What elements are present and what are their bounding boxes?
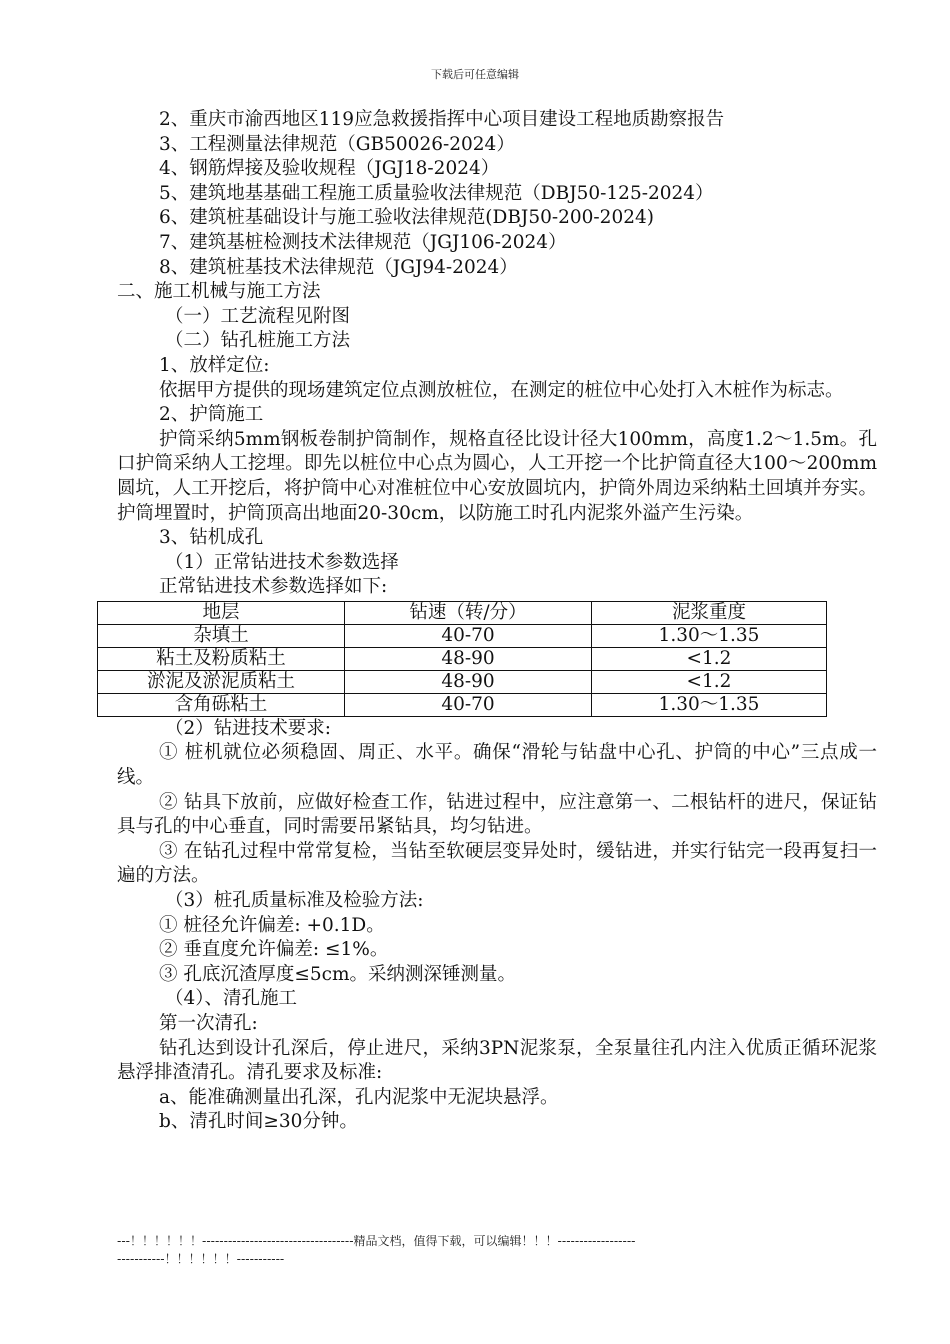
table-header-row bbox=[98, 601, 827, 624]
reference-item: 2、重庆市渝西地区119应急救援指挥中心项目建设工程地质勘察报告 bbox=[159, 109, 725, 130]
table-cell: 1.30～1.35 bbox=[592, 693, 827, 716]
table-cell: <1.2 bbox=[592, 670, 827, 693]
subsection-heading: （3）桩孔质量标准及检验方法: bbox=[165, 890, 424, 912]
table-header-cell: 地层 bbox=[98, 601, 345, 624]
table-row bbox=[98, 647, 827, 670]
drilling-parameters-table bbox=[97, 601, 827, 717]
table-cell: 40-70 bbox=[345, 624, 592, 647]
table-cell: 含角砾粘土 bbox=[98, 693, 345, 716]
quality-item: ① 桩径允许偏差: +0.1D。 bbox=[159, 914, 385, 936]
paragraph: 护筒采纳5mm钢板卷制护筒制作，规格直径比设计径大100mm，高度1.2～1.5m。孔口护筒采纳人工挖埋。即先以桩位中心点为圆心，人工开挖一个比护筒直径大100～200mm圆坑，人工开挖后，将护筒中心对准桩位中心安放圆坑内，护筒外周边采纳粘土回填并夯实。护筒埋置时，护筒顶高出地面20-30cm，以防施工时孔内泥浆外溢产生污染。 bbox=[117, 428, 877, 524]
subsection-heading: （1）正常钻进技术参数选择 bbox=[165, 551, 399, 573]
reference-item: 4、钢筋焊接及验收规程（JGJ18-2024） bbox=[159, 158, 500, 180]
quality-item: ② 垂直度允许偏差: ≤1%。 bbox=[159, 939, 389, 961]
reference-item: 5、建筑地基基础工程施工质量验收法律规范（DBJ50-125-2024） bbox=[159, 182, 714, 204]
reference-item: 7、建筑基桩检测技术法律规范（JGJ106-2024） bbox=[159, 231, 567, 253]
table-cell: 48-90 bbox=[345, 647, 592, 670]
reference-item: 6、建筑桩基础设计与施工验收法律规范(DBJ50-200-2024) bbox=[159, 207, 654, 229]
table-row bbox=[98, 693, 827, 716]
subsection-heading: （2）钻进技术要求: bbox=[165, 717, 332, 739]
subsection-heading: （一）工艺流程见附图 bbox=[165, 305, 351, 327]
table-row bbox=[98, 624, 827, 647]
table-cell: <1.2 bbox=[592, 647, 827, 670]
step-heading: 第一次清孔: bbox=[159, 1013, 258, 1034]
requirement-item: ① 桩机就位必须稳固、周正、水平。确保“滑轮与钻盘中心孔、护筒的中心”三点成一线。 bbox=[117, 742, 877, 789]
table-cell: 淤泥及淤泥质粘土 bbox=[98, 670, 345, 693]
cleaning-requirement: a、能准确测量出孔深，孔内泥浆中无泥块悬浮。 bbox=[159, 1086, 559, 1108]
reference-item: 3、工程测量法律规范（GB50026-2024） bbox=[159, 133, 515, 155]
page-header: 下载后可任意编辑 bbox=[431, 68, 519, 81]
table-intro: 正常钻进技术参数选择如下: bbox=[159, 576, 388, 598]
table-header-cell: 泥浆重度 bbox=[592, 601, 827, 624]
subsection-heading: （4）、清孔施工 bbox=[165, 988, 298, 1010]
requirement-item: ③ 在钻孔过程中常常复检，当钻至软硬层变异处时，缓钻进，并实行钻完一段再复扫一遍的方法。 bbox=[117, 840, 877, 887]
document-body bbox=[117, 108, 877, 1135]
page-footer: ---！！！！！！-----------------------------------精品文档，值得下载，可以编辑！！！-----------------------------！！！！！！----------- bbox=[117, 1234, 636, 1266]
table-row bbox=[98, 670, 827, 693]
quality-item: ③ 孔底沉渣厚度≤5cm。采纳测深锤测量。 bbox=[159, 963, 517, 985]
cleaning-requirement: b、清孔时间≥30分钟。 bbox=[159, 1111, 358, 1133]
table-cell: 粘土及粉质粘土 bbox=[98, 647, 345, 670]
table-header-cell: 钻速（转/分） bbox=[345, 601, 592, 624]
step-heading: 1、放样定位: bbox=[159, 354, 270, 376]
table-cell: 1.30～1.35 bbox=[592, 624, 827, 647]
subsection-heading: （二）钻孔桩施工方法 bbox=[165, 330, 351, 352]
section-heading: 二、施工机械与施工方法 bbox=[117, 281, 321, 303]
step-heading: 2、护筒施工 bbox=[159, 404, 264, 426]
reference-item: 8、建筑桩基技术法律规范（JGJ94-2024） bbox=[159, 256, 518, 278]
paragraph: 依据甲方提供的现场建筑定位点测放桩位，在测定的桩位中心处打入木桩作为标志。 bbox=[159, 379, 844, 401]
paragraph: 钻孔达到设计孔深后，停止进尺，采纳3PN泥浆泵，全泵量往孔内注入优质正循环泥浆悬浮排渣清孔。清孔要求及标准: bbox=[117, 1037, 877, 1084]
step-heading: 3、钻机成孔 bbox=[159, 527, 264, 549]
table-cell: 杂填土 bbox=[98, 624, 345, 647]
table-cell: 40-70 bbox=[345, 693, 592, 716]
requirement-item: ② 钻具下放前，应做好检查工作，钻进过程中，应注意第一、二根钻杆的进尺，保证钻具与孔的中心垂直，同时需要吊紧钻具，均匀钻进。 bbox=[117, 791, 877, 838]
table-cell: 48-90 bbox=[345, 670, 592, 693]
